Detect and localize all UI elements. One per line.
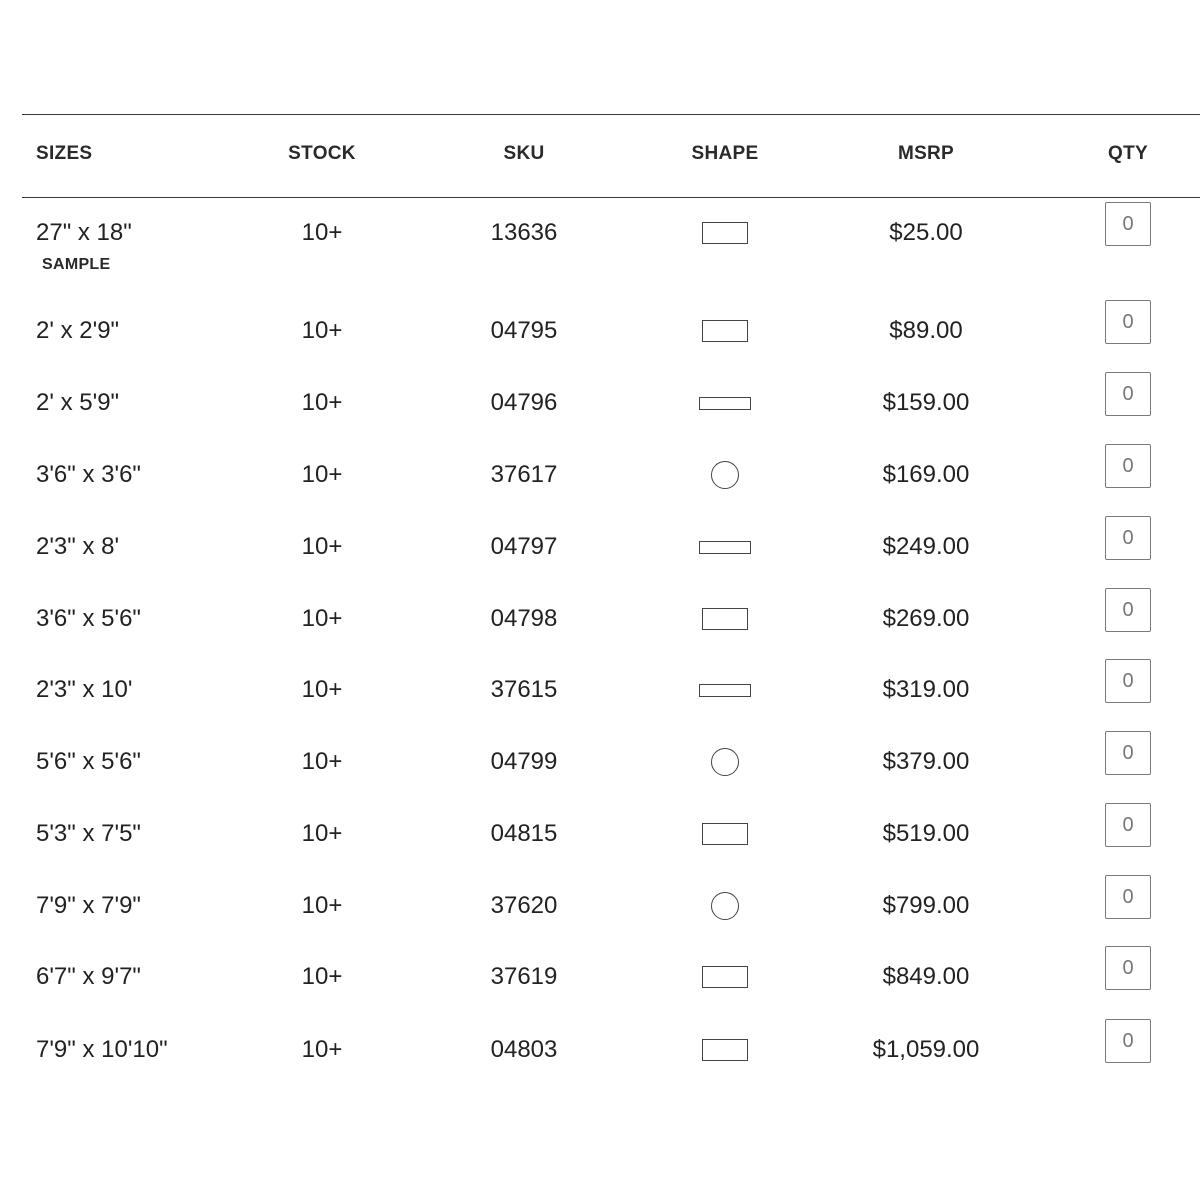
runner-shape-icon xyxy=(699,397,751,410)
size-cell: 27" x 18" xyxy=(36,219,132,246)
sku-cell: 13636 xyxy=(490,219,558,246)
shape-cell xyxy=(665,219,785,247)
table-row xyxy=(0,1036,1200,1096)
stock-cell: 10+ xyxy=(301,676,343,703)
msrp-cell: $519.00 xyxy=(882,820,970,847)
sku-cell: 04815 xyxy=(490,820,558,847)
rectangle-shape-icon xyxy=(702,320,748,342)
stock-cell: 10+ xyxy=(301,1036,343,1063)
table-row xyxy=(0,676,1200,736)
sku-cell: 37615 xyxy=(490,676,558,703)
table-row xyxy=(0,317,1200,377)
msrp-cell: $89.00 xyxy=(889,317,963,344)
rectangle-shape-icon xyxy=(702,608,748,630)
qty-input[interactable] xyxy=(1105,875,1151,919)
table-header-divider xyxy=(22,197,1200,198)
qty-input[interactable] xyxy=(1105,202,1151,246)
stock-cell: 10+ xyxy=(301,389,343,416)
shape-cell xyxy=(665,461,785,489)
stock-cell: 10+ xyxy=(301,605,343,632)
header-qty: QTY xyxy=(1108,143,1148,164)
size-cell: 6'7" x 9'7" xyxy=(36,963,141,990)
qty-input[interactable] xyxy=(1105,803,1151,847)
msrp-cell: $319.00 xyxy=(882,676,970,703)
stock-cell: 10+ xyxy=(301,219,343,246)
sku-cell: 04796 xyxy=(490,389,558,416)
stock-cell: 10+ xyxy=(301,461,343,488)
qty-input[interactable] xyxy=(1105,1019,1151,1063)
shape-cell xyxy=(665,748,785,776)
round-shape-icon xyxy=(711,461,739,489)
size-cell: 3'6" x 3'6" xyxy=(36,461,141,488)
size-cell: 5'6" x 5'6" xyxy=(36,748,141,775)
table-row xyxy=(0,533,1200,593)
stock-cell: 10+ xyxy=(301,963,343,990)
msrp-cell: $1,059.00 xyxy=(872,1036,980,1063)
qty-input[interactable] xyxy=(1105,444,1151,488)
size-cell: 7'9" x 7'9" xyxy=(36,892,141,919)
qty-input[interactable] xyxy=(1105,731,1151,775)
sku-cell: 37619 xyxy=(490,963,558,990)
sku-cell: 04799 xyxy=(490,748,558,775)
rectangle-shape-icon xyxy=(702,222,748,244)
table-row xyxy=(0,219,1200,279)
shape-cell xyxy=(665,317,785,345)
qty-input[interactable] xyxy=(1105,300,1151,344)
sku-cell: 04797 xyxy=(490,533,558,560)
table-row xyxy=(0,748,1200,808)
table-top-divider xyxy=(22,114,1200,115)
sku-cell: 04795 xyxy=(490,317,558,344)
stock-cell: 10+ xyxy=(301,317,343,344)
table-header-row xyxy=(0,143,1200,169)
shape-cell xyxy=(665,605,785,633)
size-cell: 5'3" x 7'5" xyxy=(36,820,141,847)
qty-input[interactable] xyxy=(1105,588,1151,632)
table-row xyxy=(0,820,1200,880)
sku-cell: 04803 xyxy=(490,1036,558,1063)
header-sku: SKU xyxy=(503,143,545,164)
qty-input[interactable] xyxy=(1105,946,1151,990)
header-stock: STOCK xyxy=(288,143,356,164)
shape-cell xyxy=(665,676,785,704)
table-row xyxy=(0,892,1200,952)
sample-label: SAMPLE xyxy=(42,256,111,273)
shape-cell xyxy=(665,533,785,561)
shape-cell xyxy=(665,892,785,920)
round-shape-icon xyxy=(711,892,739,920)
size-cell: 3'6" x 5'6" xyxy=(36,605,141,632)
msrp-cell: $799.00 xyxy=(882,892,970,919)
sku-cell: 04798 xyxy=(490,605,558,632)
shape-cell xyxy=(665,389,785,417)
msrp-cell: $159.00 xyxy=(882,389,970,416)
rectangle-shape-icon xyxy=(702,823,748,845)
header-sizes: SIZES xyxy=(36,143,93,164)
size-cell: 2'3" x 10' xyxy=(36,676,133,703)
msrp-cell: $379.00 xyxy=(882,748,970,775)
header-msrp: MSRP xyxy=(897,143,955,164)
qty-input[interactable] xyxy=(1105,659,1151,703)
shape-cell xyxy=(665,1036,785,1064)
runner-shape-icon xyxy=(699,684,751,697)
stock-cell: 10+ xyxy=(301,820,343,847)
size-cell: 2' x 2'9" xyxy=(36,317,120,344)
table-row xyxy=(0,963,1200,1023)
size-cell: 2'3" x 8' xyxy=(36,533,120,560)
stock-cell: 10+ xyxy=(301,748,343,775)
sku-cell: 37617 xyxy=(490,461,558,488)
qty-input[interactable] xyxy=(1105,516,1151,560)
stock-cell: 10+ xyxy=(301,533,343,560)
msrp-cell: $169.00 xyxy=(882,461,970,488)
rectangle-shape-icon xyxy=(702,1039,748,1061)
size-cell: 2' x 5'9" xyxy=(36,389,120,416)
msrp-cell: $849.00 xyxy=(882,963,970,990)
qty-input[interactable] xyxy=(1105,372,1151,416)
runner-shape-icon xyxy=(699,541,751,554)
shape-cell xyxy=(665,963,785,991)
header-shape: SHAPE xyxy=(691,143,759,164)
msrp-cell: $25.00 xyxy=(889,219,963,246)
round-shape-icon xyxy=(711,748,739,776)
table-row xyxy=(0,605,1200,665)
stock-cell: 10+ xyxy=(301,892,343,919)
size-cell: 7'9" x 10'10" xyxy=(36,1036,168,1063)
shape-cell xyxy=(665,820,785,848)
sku-cell: 37620 xyxy=(490,892,558,919)
rectangle-shape-icon xyxy=(702,966,748,988)
table-row xyxy=(0,389,1200,449)
table-row xyxy=(0,461,1200,521)
msrp-cell: $269.00 xyxy=(882,605,970,632)
msrp-cell: $249.00 xyxy=(882,533,970,560)
